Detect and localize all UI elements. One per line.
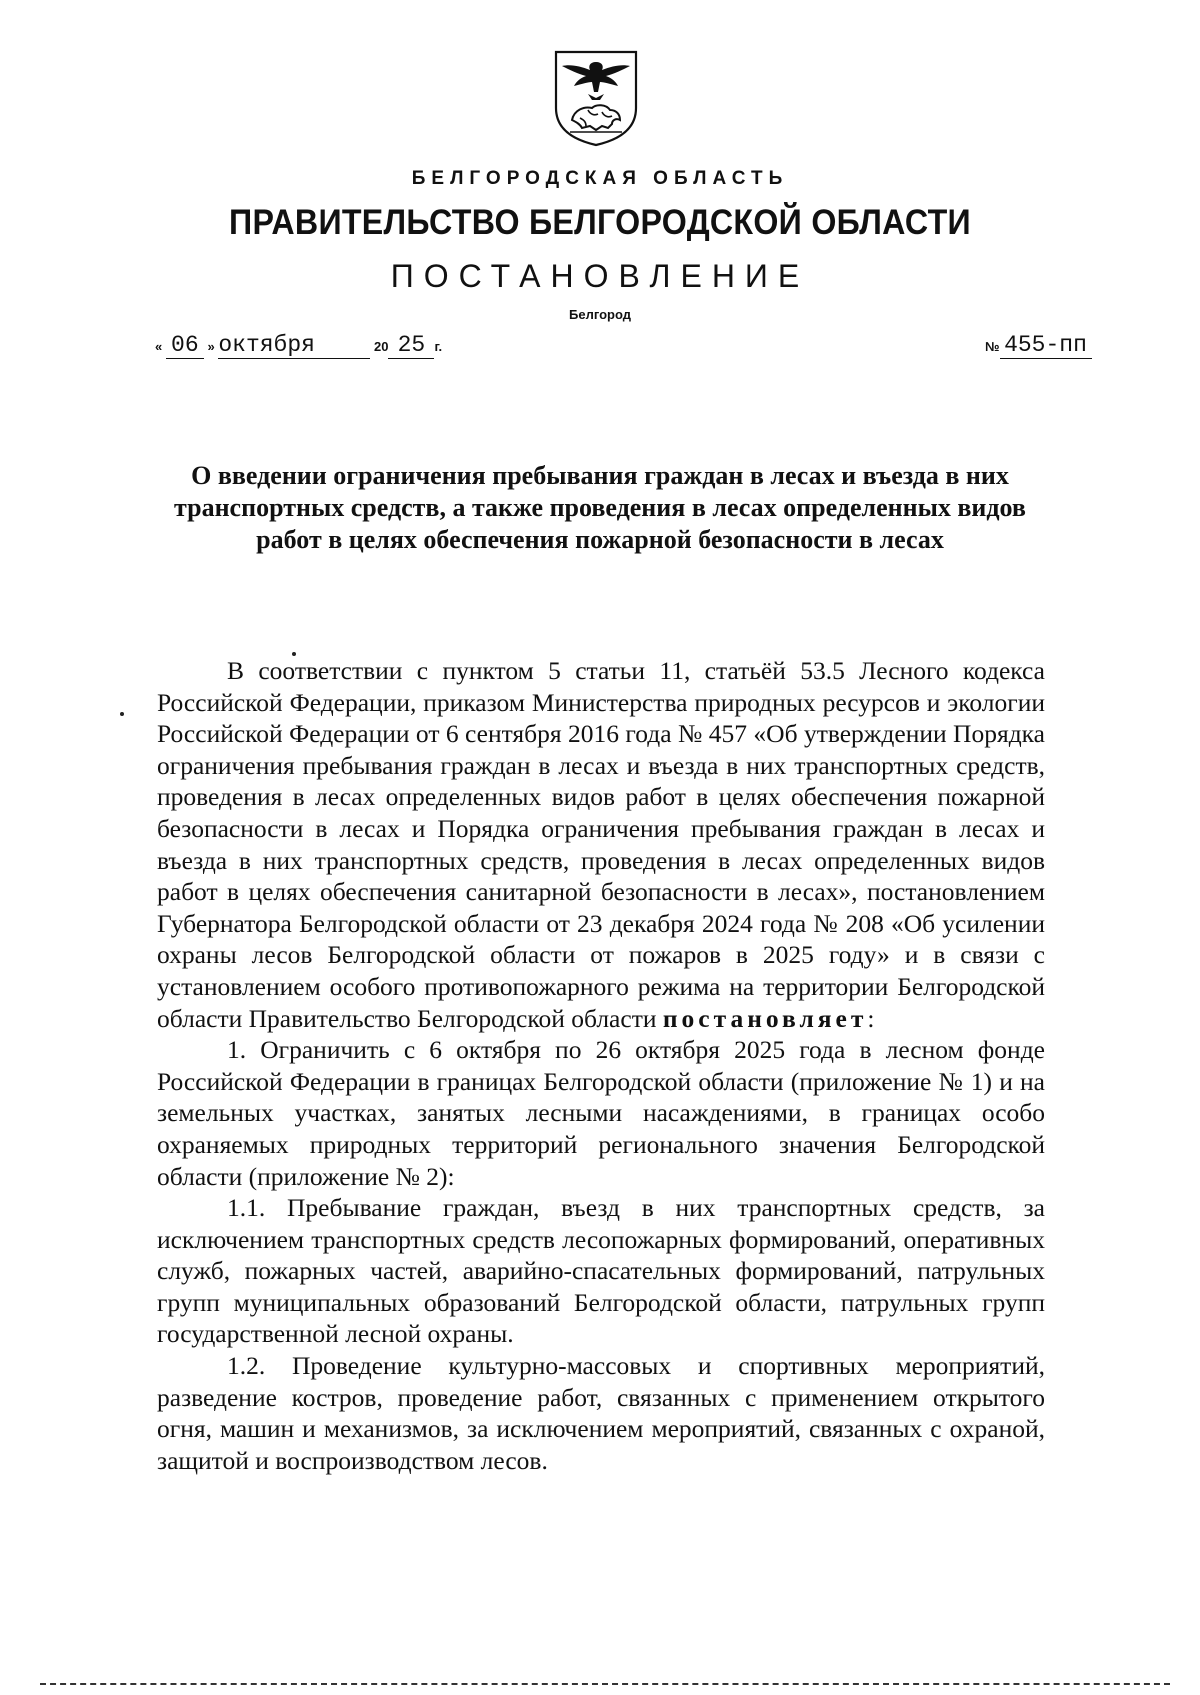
open-quote: « bbox=[155, 339, 163, 354]
date-day: 06 bbox=[166, 332, 204, 359]
document-title: О введении ограничения пребывания граждан в лесах и въезда в них транспортных средств, а также проведения в лесах определенных видов работ в целях обеспечения пожарной безопасности в лесах bbox=[174, 461, 1026, 554]
date-century: 20 bbox=[373, 339, 389, 354]
coat-of-arms-icon bbox=[550, 48, 642, 148]
document-number bbox=[985, 332, 1092, 359]
decree-word: постановляет bbox=[662, 1003, 868, 1033]
item-1-1-paragraph: 1.1. Пребывание граждан, въезд в них транспортных средств, за исключением транспортных средств лесопожарных формирований, оперативных служб, пожарных частей, аварийно-спасательных формирований, патрульных групп муниципальных образований Белгородской области, патрульных групп государственной лесной охраны. bbox=[157, 1193, 1045, 1349]
region-heading: БЕЛГОРОДСКАЯ ОБЛАСТЬ bbox=[411, 168, 789, 189]
item-1-2-paragraph: 1.2. Проведение культурно-массовых и спортивных мероприятий, разведение костров, проведение работ, связанных с применением открытого огня, машин и механизмов, за исключением мероприятий, связанных с охраной, защитой и воспроизводством лесов. bbox=[157, 1351, 1045, 1475]
preamble-text: В соответствии с пунктом 5 статьи 11, статьёй 53.5 Лесного кодекса Российской Федерации, приказом Министерства природных ресурсов и экологии Российской Федерации от 6 сентября 2016 года № 457 «Об утверждении Порядка ограничения пребывания граждан в лесах и въезда в них транспортных средств, проведения в лесах определенных видов работ в целях обеспечения пожарной безопасности в лесах и Порядка ограничения пребывания граждан в лесах и въезда в них транспортных средств, проведения в лесах определенных видов работ в целях обеспечения санитарной безопасности в лесах», постановлением Губернатора Белгородской области от 23 декабря 2024 года № 208 «Об усилении охраны лесов Белгородской области от пожаров в 2025 году» и в связи с установлением особого противопожарного режима на территории Белгородской области Правительство Белгородской области bbox=[157, 656, 1045, 1033]
scan-speck bbox=[120, 712, 124, 716]
scan-edge-line bbox=[40, 1683, 1170, 1685]
number-label: № bbox=[985, 339, 1000, 354]
date-line bbox=[155, 332, 442, 359]
city-label: Белгород bbox=[569, 307, 631, 322]
year-suffix: г. bbox=[434, 339, 443, 354]
government-heading: ПРАВИТЕЛЬСТВО БЕЛГОРОДСКОЙ ОБЛАСТИ bbox=[229, 203, 971, 242]
item-1-paragraph: 1. Ограничить с 6 октября по 26 октября 2025 года в лесном фонде Российской Федерации в границах Белгородской области (приложение № 1) и на земельных участках, занятых лесными насаждениями, в границах особо охраняемых природных территорий регионального значения Белгородской области (приложение № 2): bbox=[157, 1035, 1045, 1191]
document-body bbox=[157, 655, 1045, 1476]
close-quote: » bbox=[207, 339, 215, 354]
date-month: октября bbox=[218, 332, 370, 359]
decree-colon: : bbox=[867, 1003, 875, 1033]
scan-speck bbox=[292, 652, 296, 656]
document-type-heading: ПОСТАНОВЛЕНИЕ bbox=[390, 258, 810, 294]
preamble-paragraph bbox=[157, 655, 1045, 1034]
date-year: 25 bbox=[388, 332, 434, 359]
number-value: 455-пп bbox=[1000, 332, 1092, 359]
